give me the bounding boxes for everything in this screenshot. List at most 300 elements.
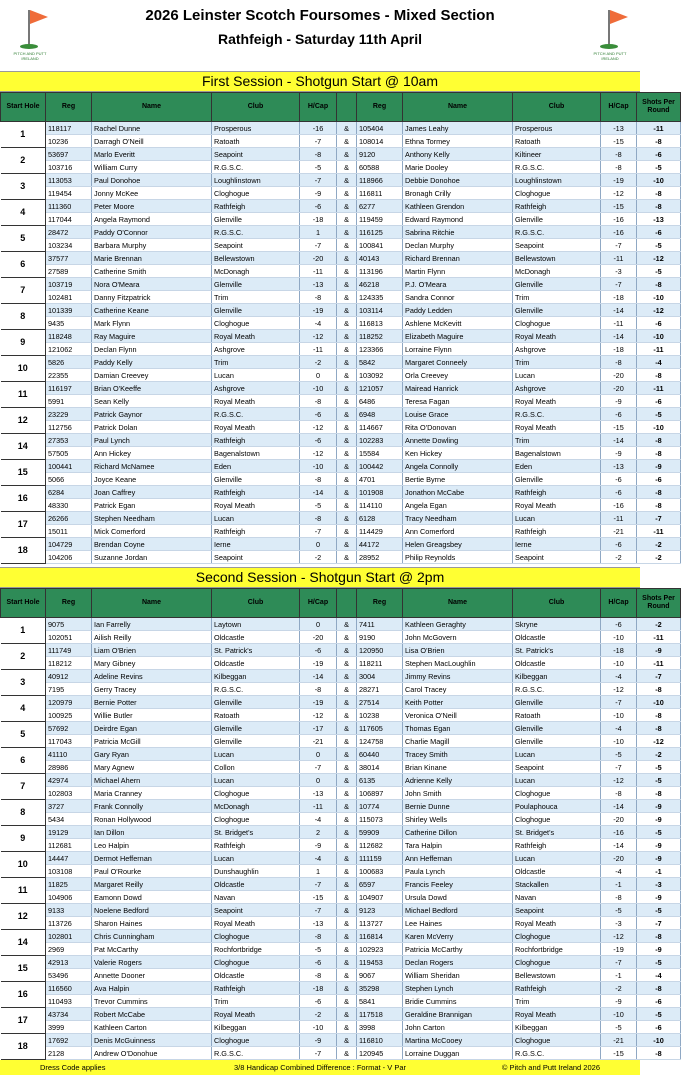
club-2: Ratoath [513,135,601,148]
reg-1: 48330 [46,499,92,512]
ampersand: & [337,499,357,512]
club-1: Rathfeigh [212,525,300,538]
club-1: St. Patrick's [212,644,300,657]
table-row [1,982,681,995]
start-hole: 10 [1,356,46,382]
name-1: Patrick Gaynor [92,408,212,421]
club-1: Navan [212,891,300,904]
handicap-1: -18 [300,213,337,226]
handicap-2: -9 [601,995,637,1008]
ampersand: & [337,343,357,356]
ampersand: & [337,631,357,644]
club-2: Glenville [513,735,601,748]
name-1: Ian Farrelly [92,618,212,631]
club-2: Eden [513,460,601,473]
handicap-1: -6 [300,408,337,421]
club-2: Poulaphouca [513,800,601,813]
handicap-1: -2 [300,551,337,564]
reg-1: 100925 [46,709,92,722]
name-2: Martina McCooey [403,1034,513,1047]
ampersand: & [337,213,357,226]
name-2: Michael Bedford [403,904,513,917]
name-1: Annette Dooner [92,969,212,982]
table-row [1,356,681,369]
club-2: Rathfeigh [513,200,601,213]
table-row [1,369,681,382]
reg-1: 28472 [46,226,92,239]
name-1: Brian O'Keeffe [92,382,212,395]
table-row [1,943,681,956]
handicap-2: -5 [601,904,637,917]
reg-1: 19129 [46,826,92,839]
club-1: Ashgrove [212,343,300,356]
start-hole: 12 [1,408,46,434]
reg-1: 41110 [46,748,92,761]
reg-2: 112682 [357,839,403,852]
ampersand: & [337,538,357,551]
shots-per-round: -7 [637,670,681,683]
reg-1: 10236 [46,135,92,148]
club-2: Lucan [513,852,601,865]
table-row [1,213,681,226]
club-1: Bagenalstown [212,447,300,460]
reg-2: 100442 [357,460,403,473]
name-2: Sandra Connor [403,291,513,304]
column-header: H/Cap [300,589,337,618]
ampersand: & [337,512,357,525]
shots-per-round: -11 [637,631,681,644]
handicap-2: -20 [601,852,637,865]
club-2: Royal Meath [513,1008,601,1021]
club-1: Royal Meath [212,395,300,408]
handicap-1: 2 [300,826,337,839]
handicap-2: -14 [601,839,637,852]
start-hole: 15 [1,956,46,982]
handicap-1: -15 [300,891,337,904]
handicap-1: -10 [300,1021,337,1034]
shots-per-round: -6 [637,226,681,239]
ampersand: & [337,408,357,421]
reg-1: 40912 [46,670,92,683]
reg-1: 53496 [46,969,92,982]
club-2: Glenville [513,722,601,735]
column-header: Reg [357,93,403,122]
reg-2: 28952 [357,551,403,564]
handicap-1: -14 [300,670,337,683]
table-row [1,408,681,421]
table-row [1,512,681,525]
reg-2: 114429 [357,525,403,538]
table-row [1,278,681,291]
name-1: William Curry [92,161,212,174]
start-hole: 9 [1,330,46,356]
reg-1: 102481 [46,291,92,304]
ampersand: & [337,135,357,148]
handicap-1: -7 [300,1047,337,1060]
table-row [1,499,681,512]
handicap-2: -10 [601,1008,637,1021]
handicap-1: -8 [300,473,337,486]
reg-1: 9133 [46,904,92,917]
handicap-2: -6 [601,538,637,551]
club-2: Seapoint [513,239,601,252]
reg-2: 100841 [357,239,403,252]
shots-per-round: -6 [637,317,681,330]
table-row [1,148,681,161]
shots-per-round: -8 [637,683,681,696]
handicap-2: -3 [601,265,637,278]
club-2: R.G.S.C. [513,161,601,174]
club-1: Rathfeigh [212,982,300,995]
shots-per-round: -2 [637,538,681,551]
column-header: Club [212,93,300,122]
reg-1: 9435 [46,317,92,330]
club-2: Prosperous [513,122,601,135]
name-2: Bertie Byrne [403,473,513,486]
table-row [1,1034,681,1047]
column-header: Reg [46,93,92,122]
handicap-1: -7 [300,135,337,148]
name-2: Kathleen Grendon [403,200,513,213]
reg-2: 3998 [357,1021,403,1034]
club-2: Trim [513,434,601,447]
name-2: Lorraine Duggan [403,1047,513,1060]
name-1: Sharon Haines [92,917,212,930]
shots-per-round: -5 [637,826,681,839]
start-hole: 17 [1,1008,46,1034]
name-2: Shirley Wells [403,813,513,826]
shots-per-round: -12 [637,252,681,265]
table-row [1,774,681,787]
handicap-1: -19 [300,696,337,709]
handicap-2: -20 [601,382,637,395]
handicap-2: -14 [601,434,637,447]
name-2: Annette Dowling [403,434,513,447]
name-2: P.J. O'Meara [403,278,513,291]
name-1: Paul Lynch [92,434,212,447]
reg-1: 15011 [46,525,92,538]
shots-per-round: -11 [637,657,681,670]
reg-2: 9120 [357,148,403,161]
table-row [1,538,681,551]
name-1: Paul O'Rourke [92,865,212,878]
name-1: Bernie Potter [92,696,212,709]
name-2: Kathleen Geraghty [403,618,513,631]
ampersand: & [337,657,357,670]
handicap-1: -8 [300,683,337,696]
table-header-row [1,589,681,618]
start-hole: 12 [1,904,46,930]
reg-2: 119453 [357,956,403,969]
name-1: Kathleen Carton [92,1021,212,1034]
table-row [1,761,681,774]
reg-1: 118248 [46,330,92,343]
name-1: Declan Flynn [92,343,212,356]
reg-1: 118212 [46,657,92,670]
handicap-2: -9 [601,395,637,408]
column-header: Club [513,589,601,618]
ampersand: & [337,447,357,460]
ampersand: & [337,278,357,291]
name-2: Debbie Donohoe [403,174,513,187]
handicap-2: -1 [601,878,637,891]
club-1: Laytown [212,618,300,631]
club-2: Seapoint [513,904,601,917]
handicap-1: -5 [300,499,337,512]
handicap-2: -9 [601,447,637,460]
session-banner: First Session - Shotgun Start @ 10am [0,71,640,92]
handicap-2: -7 [601,696,637,709]
club-1: Rochfortbridge [212,943,300,956]
reg-1: 9075 [46,618,92,631]
name-2: Louise Grace [403,408,513,421]
name-2: Jonathon McCabe [403,486,513,499]
reg-2: 102923 [357,943,403,956]
shots-per-round: -10 [637,330,681,343]
handicap-1: -2 [300,356,337,369]
shots-per-round: -7 [637,917,681,930]
club-2: R.G.S.C. [513,683,601,696]
handicap-2: -8 [601,148,637,161]
name-1: Deirdre Egan [92,722,212,735]
club-2: Oldcastle [513,631,601,644]
club-2: Seapoint [513,551,601,564]
club-1: Seapoint [212,904,300,917]
name-1: Ray Maguire [92,330,212,343]
reg-2: 115073 [357,813,403,826]
reg-2: 38014 [357,761,403,774]
club-1: Prosperous [212,122,300,135]
club-2: Stackallen [513,878,601,891]
column-header: Shots Per Round [637,589,681,618]
shots-per-round: -10 [637,421,681,434]
ampersand: & [337,670,357,683]
name-1: Paul Donohoe [92,174,212,187]
handicap-2: -16 [601,226,637,239]
name-1: Mary Gibney [92,657,212,670]
name-2: Philip Reynolds [403,551,513,564]
table-row [1,551,681,564]
reg-2: 106897 [357,787,403,800]
club-1: Rathfeigh [212,839,300,852]
table-row [1,1021,681,1034]
reg-1: 103719 [46,278,92,291]
name-1: Denis McGuinness [92,1034,212,1047]
handicap-2: -7 [601,761,637,774]
handicap-1: -9 [300,839,337,852]
reg-2: 116810 [357,1034,403,1047]
name-2: Declan Rogers [403,956,513,969]
shots-per-round: -8 [637,1047,681,1060]
name-1: Catherine Keane [92,304,212,317]
club-2: Cloghogue [513,930,601,943]
flag-icon [610,10,628,24]
reg-2: 100683 [357,865,403,878]
name-2: Tracy Needham [403,512,513,525]
start-hole: 2 [1,644,46,670]
shots-per-round: -8 [637,278,681,291]
club-2: Oldcastle [513,657,601,670]
handicap-1: -18 [300,982,337,995]
handicap-2: -12 [601,187,637,200]
name-2: Mairead Hanrick [403,382,513,395]
ampersand: & [337,787,357,800]
name-1: Barbara Murphy [92,239,212,252]
handicap-1: -6 [300,434,337,447]
handicap-1: -4 [300,852,337,865]
club-2: Glenville [513,278,601,291]
footer-format: 3/8 Handicap Combined Difference : Format - V Par [233,1063,407,1072]
reg-2: 116814 [357,930,403,943]
handicap-1: -7 [300,525,337,538]
name-2: Richard Brennan [403,252,513,265]
handicap-2: -4 [601,670,637,683]
name-2: Rita O'Donovan [403,421,513,434]
club-1: Royal Meath [212,330,300,343]
ampersand: & [337,395,357,408]
start-hole: 3 [1,174,46,200]
reg-1: 117043 [46,735,92,748]
handicap-2: -18 [601,291,637,304]
ampersand: & [337,774,357,787]
column-header: Name [403,93,513,122]
table-row [1,800,681,813]
club-1: Seapoint [212,551,300,564]
name-1: Michael Ahern [92,774,212,787]
name-1: Noelene Bedford [92,904,212,917]
start-hole: 14 [1,930,46,956]
reg-1: 57692 [46,722,92,735]
club-1: Royal Meath [212,499,300,512]
club-2: Cloghogue [513,956,601,969]
reg-1: 23229 [46,408,92,421]
handicap-2: -16 [601,499,637,512]
table-header-row [1,93,681,122]
club-1: Lucan [212,852,300,865]
start-hole: 7 [1,774,46,800]
reg-1: 42974 [46,774,92,787]
club-1: Oldcastle [212,969,300,982]
reg-2: 59909 [357,826,403,839]
logo: PITCH AND PUTT IRELAND [8,4,52,62]
reg-1: 112681 [46,839,92,852]
club-1: Cloghogue [212,1034,300,1047]
club-2: Cloghogue [513,787,601,800]
shots-per-round: -10 [637,1034,681,1047]
club-1: Royal Meath [212,1008,300,1021]
shots-per-round: -6 [637,395,681,408]
name-2: John Carton [403,1021,513,1034]
handicap-1: -8 [300,969,337,982]
club-1: McDonagh [212,800,300,813]
handicap-1: 0 [300,748,337,761]
ampersand: & [337,486,357,499]
name-1: Marie Brennan [92,252,212,265]
handicap-2: -6 [601,473,637,486]
column-header: Reg [357,589,403,618]
club-2: St. Patrick's [513,644,601,657]
handicap-2: -15 [601,421,637,434]
reg-2: 113196 [357,265,403,278]
start-hole: 15 [1,460,46,486]
reg-2: 121057 [357,382,403,395]
session-banner: Second Session - Shotgun Start @ 2pm [0,567,640,588]
handicap-2: -2 [601,551,637,564]
handicap-2: -14 [601,800,637,813]
club-2: Rathfeigh [513,982,601,995]
column-header: Name [92,589,212,618]
ampersand: & [337,226,357,239]
reg-1: 102051 [46,631,92,644]
handicap-2: -15 [601,1047,637,1060]
name-1: Liam O'Brien [92,644,212,657]
handicap-1: -8 [300,291,337,304]
table-row [1,904,681,917]
reg-1: 110493 [46,995,92,1008]
handicap-2: -18 [601,644,637,657]
reg-1: 5434 [46,813,92,826]
table-row [1,644,681,657]
club-2: Cloghogue [513,813,601,826]
club-2: Rathfeigh [513,839,601,852]
handicap-2: -10 [601,657,637,670]
table-row [1,291,681,304]
table-row [1,631,681,644]
reg-2: 116811 [357,187,403,200]
shots-per-round: -9 [637,460,681,473]
handicap-1: -4 [300,813,337,826]
start-hole: 2 [1,148,46,174]
page-header [0,0,640,71]
club-1: Cloghogue [212,317,300,330]
reg-2: 108014 [357,135,403,148]
handicap-2: -8 [601,787,637,800]
reg-1: 116560 [46,982,92,995]
shots-per-round: -8 [637,447,681,460]
club-1: R.G.S.C. [212,1047,300,1060]
name-1: Gerry Tracey [92,683,212,696]
handicap-2: -19 [601,174,637,187]
club-1: Glenville [212,213,300,226]
club-2: Ashgrove [513,343,601,356]
reg-1: 113053 [46,174,92,187]
start-hole: 10 [1,852,46,878]
table-row [1,995,681,1008]
handicap-1: -20 [300,252,337,265]
name-2: Stephen Lynch [403,982,513,995]
name-1: Ailish Reilly [92,631,212,644]
shots-per-round: -2 [637,551,681,564]
shots-per-round: -8 [637,434,681,447]
shots-per-round: -13 [637,213,681,226]
handicap-1: -6 [300,200,337,213]
handicap-1: -6 [300,644,337,657]
reg-1: 22355 [46,369,92,382]
club-2: Ashgrove [513,382,601,395]
ampersand: & [337,1047,357,1060]
ampersand: & [337,252,357,265]
name-1: Frank Connolly [92,800,212,813]
handicap-1: -10 [300,382,337,395]
club-1: Lucan [212,369,300,382]
handicap-1: -11 [300,343,337,356]
table-row [1,956,681,969]
name-2: Ashlene McKevitt [403,317,513,330]
name-2: Tracey Smith [403,748,513,761]
club-2: Lucan [513,512,601,525]
reg-2: 114110 [357,499,403,512]
club-2: Ierne [513,538,601,551]
